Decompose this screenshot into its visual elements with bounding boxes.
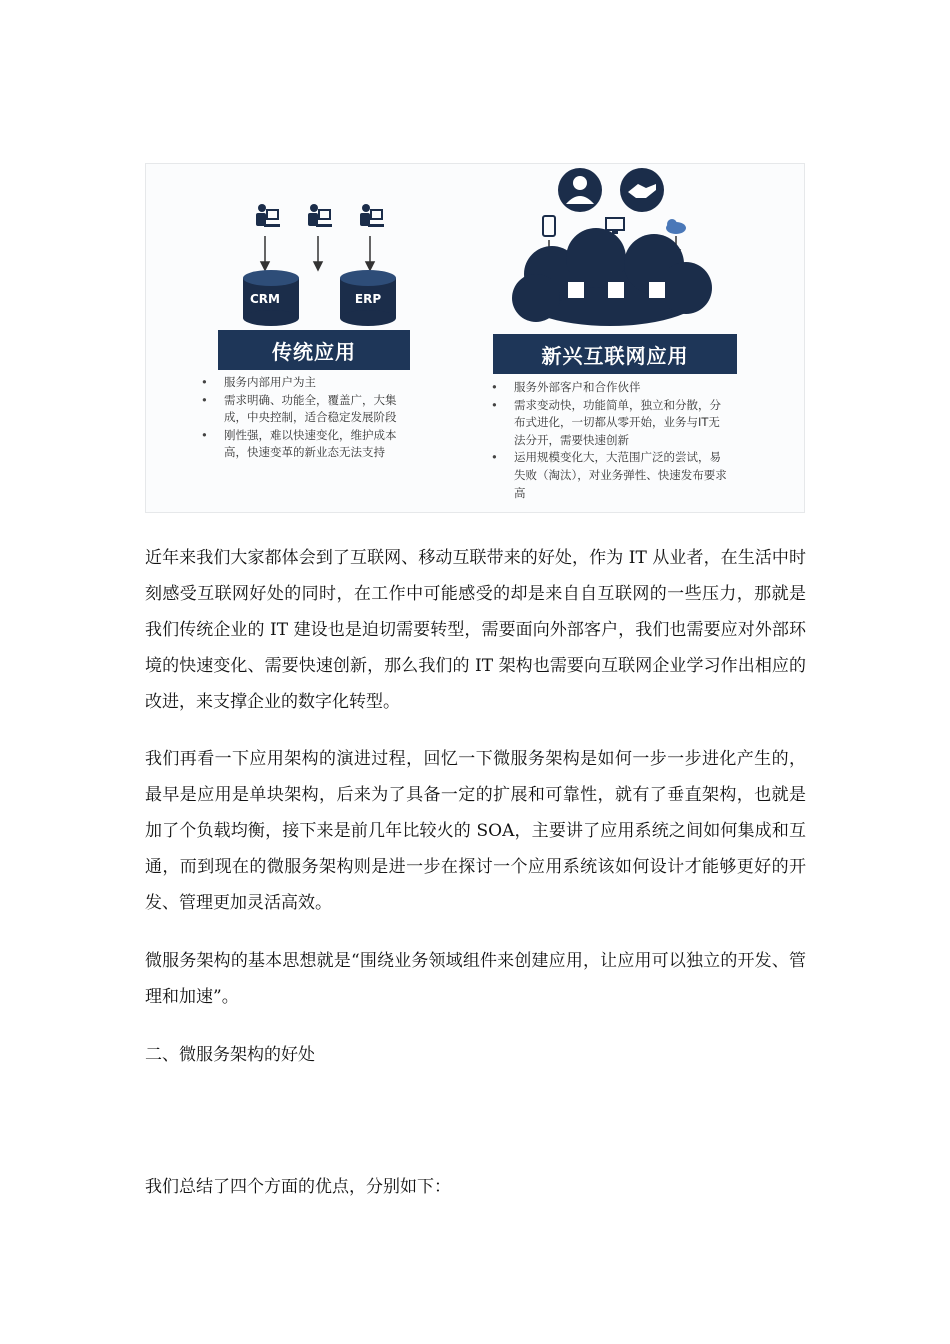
list-item: • 服务内部用户为主 [201, 374, 411, 392]
architecture-comparison-figure [145, 163, 805, 513]
paragraph-intro: 近年来我们大家都体会到了互联网、移动互联带来的好处，作为 IT 从业者，在生活中时刻感受互联网好处的同时，在工作中可能感受的却是来自自互联网的一些压力，那就是我们传统企业的 IT 建设也是迫切需要转型，需要面向外部客户，我们也需要应对外部环境的快速变化、需要快速创新，那么我们的 IT 架构也需要向互联网企业学习作出相应的改进，来支撑企业的数字化转型。 [145, 548, 806, 712]
cube-icons [568, 282, 665, 298]
user-terminal-icon [308, 204, 332, 227]
internet-app-title: 新兴互联网应用 [493, 334, 737, 374]
cloud-icon [666, 219, 686, 234]
erp-label: ERP [354, 292, 382, 306]
internet-cloud-icon [512, 228, 712, 326]
phone-icon [543, 216, 555, 236]
user-terminal-icon [256, 204, 280, 227]
internet-app-bullets [491, 379, 731, 502]
user-terminal-icon [360, 204, 384, 227]
crm-label: CRM [250, 292, 280, 306]
list-item: • 需求变动快，功能简单，独立和分散，分布式进化，一切都从零开始，业务与IT无法分开，需要快速创新 [491, 397, 731, 450]
handshake-icon [620, 168, 664, 212]
list-item: • 刚性强，难以快速变化，维护成本高，快速变革的新业态无法支持 [201, 427, 411, 462]
list-item: • 需求明确、功能全，覆盖广，大集成，中央控制，适合稳定发展阶段 [201, 392, 411, 427]
paragraph-summary: 我们总结了四个方面的优点，分别如下： [145, 1177, 451, 1197]
section-heading: 二、微服务架构的好处 [145, 1045, 315, 1065]
paragraph-core-idea: 微服务架构的基本思想就是“围绕业务领域组件来创建应用，让应用可以独立的开发、管理和加速”。 [145, 951, 806, 1007]
traditional-app-bullets [201, 374, 411, 462]
paragraph-evolution: 我们再看一下应用架构的演进过程，回忆一下微服务架构是如何一步一步进化产生的，最早是应用是单块架构，后来为了具备一定的扩展和可靠性，就有了垂直架构，也就是加了个负载均衡，接下来是前几年比较火的 SOA，主要讲了应用系统之间如何集成和互通，而到现在的微服务架构则是进一步在探讨一个应用系统该如何设计才能够更好的开发、管理更加灵活高效。 [145, 749, 806, 913]
traditional-app-title: 传统应用 [218, 330, 410, 370]
user-icon [558, 168, 602, 212]
list-item: • 服务外部客户和合作伙伴 [491, 379, 731, 397]
list-item: • 运用规模变化大，大范围广泛的尝试，易失败（淘汰），对业务弹性、快速发布要求高 [491, 449, 731, 502]
down-arrows-left [261, 236, 374, 270]
